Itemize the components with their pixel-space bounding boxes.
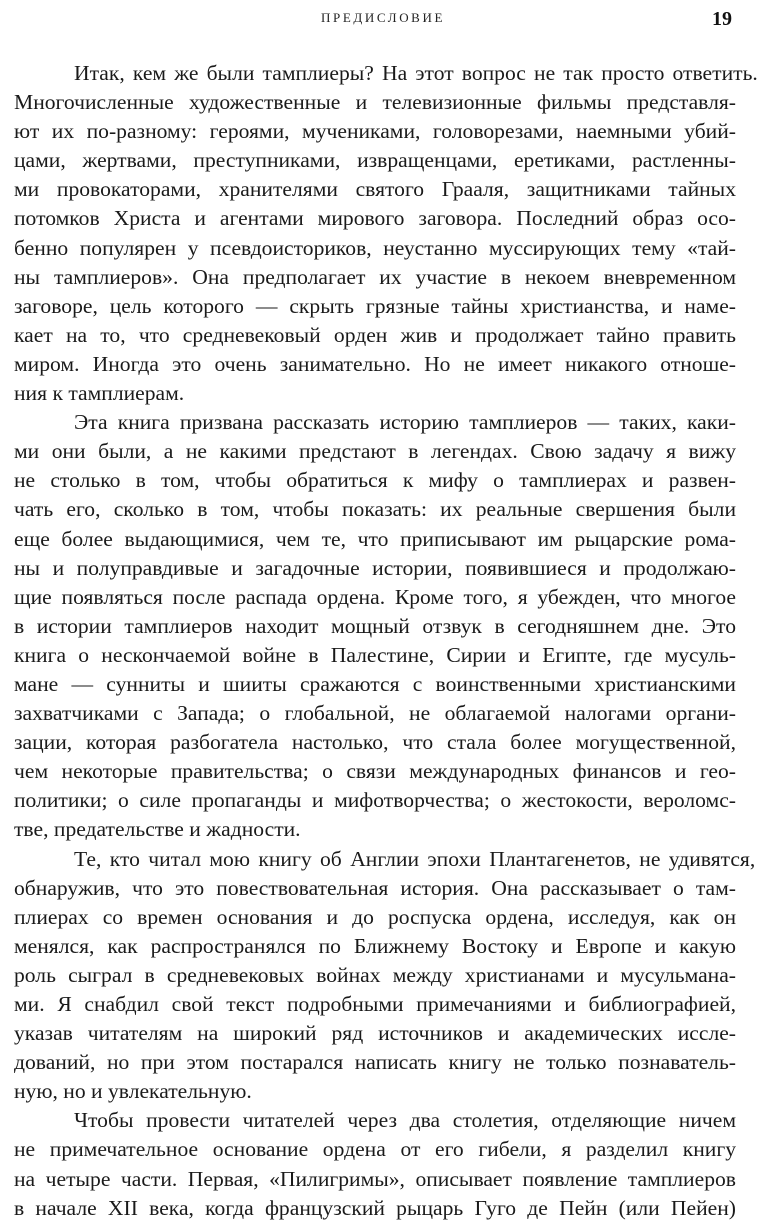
paragraph-1	[14, 59, 758, 408]
text-line: Чтобы провести читателей через два столетия, отделяющие ничем	[74, 1108, 736, 1133]
text-line: на четыре части. Первая, «Пилигримы», описывает появление тамплиеров	[14, 1166, 736, 1191]
text-line: миром. Иногда это очень занимательно. Но не имеет никакого отноше-	[14, 351, 736, 376]
text-line: плиерах со времен основания и до роспуска ордена, исследуя, как он	[14, 904, 736, 929]
text-line: захватчиками с Запада; о глобальной, не облагаемой налогами органи-	[14, 701, 736, 726]
text-line: менялся, как распространялся по Ближнему Востоку и Европе и какую	[14, 933, 736, 958]
body-text	[14, 59, 758, 1223]
text-line: ны тамплиеров». Она предполагает их участие в некоем вневременном	[14, 264, 736, 289]
text-line: роль сыграл в средневековых войнах между христианами и мусульмана-	[14, 962, 736, 987]
text-line: в начале XII века, когда французский рыцарь Гуго де Пейн (или Пейен)	[14, 1195, 736, 1220]
text-line: не примечательное основание ордена от его гибели, я разделил книгу	[14, 1137, 736, 1162]
running-title: ПРЕДИСЛОВИЕ	[321, 10, 445, 25]
text-line: ми они были, а не какими предстают в легендах. Свою задачу я вижу	[14, 439, 736, 464]
text-line: ны и полуправдивые и загадочные истории, появившиеся и продолжаю-	[14, 555, 736, 580]
paragraph-3	[14, 845, 756, 1107]
paragraph-2	[14, 408, 736, 844]
text-line: Итак, кем же были тамплиеры? На этот вопрос не так просто ответить.	[74, 61, 758, 85]
text-line: тве, предательстве и жадности.	[14, 817, 301, 842]
text-line: Те, кто читал мою книгу об Англии эпохи Плантагенетов, не удивятся,	[74, 846, 756, 871]
text-line: ют их по-разному: героями, мучениками, головорезами, наемными убий-	[14, 119, 736, 144]
page-header	[0, 6, 766, 34]
text-line: ми. Я снабдил свой текст подробными примечаниями и библиографией,	[14, 992, 736, 1016]
text-line: щие появляться после распада ордена. Кроме того, я убежден, что многое	[14, 584, 736, 609]
text-line: политики; о силе пропаганды и мифотворчества; о жестокости, вероломс-	[14, 788, 736, 813]
text-line: мане — сунниты и шииты сражаются с воинственными христианскими	[14, 671, 736, 696]
text-line: Многочисленные художественные и телевизионные фильмы представля-	[14, 90, 736, 115]
text-line: еще более выдающимися, чем те, что приписывают им рыцарские рома-	[14, 526, 736, 551]
text-line: чем некоторые правительства; о связи международных финансов и гео-	[14, 759, 736, 784]
page-number: 19	[712, 8, 732, 30]
text-line: бенно популярен у псевдоисториков, неустанно муссирующих тему «тай-	[14, 235, 736, 260]
text-line: ную, но и увлекательную.	[14, 1079, 252, 1104]
text-line: потомков Христа и агентами мирового заговора. Последний образ осо-	[14, 206, 736, 231]
text-line: указав читателям на широкий ряд источников и академических иссле-	[14, 1021, 736, 1046]
text-line: кает на то, что средневековый орден жив и продолжает тайно править	[14, 322, 736, 347]
text-line: Эта книга призвана рассказать историю тамплиеров — таких, каки-	[74, 410, 736, 435]
text-line: в истории тамплиеров находит мощный отзвук в сегодняшнем дне. Это	[14, 613, 736, 638]
paragraph-4	[14, 1106, 736, 1222]
text-line: цами, жертвами, преступниками, извращенцами, еретиками, растленны-	[14, 148, 736, 173]
text-line: дований, но при этом постарался написать книгу не только познаватель-	[14, 1050, 736, 1075]
text-line: книга о нескончаемой войне в Палестине, Сирии и Египте, где мусуль-	[14, 642, 736, 667]
text-line: не столько в том, чтобы обратиться к мифу о тамплиерах и развен-	[14, 468, 736, 493]
text-line: зации, которая разбогатела настолько, что стала более могущественной,	[14, 730, 736, 755]
text-line: ми провокаторами, хранителями святого Грааля, защитниками тайных	[14, 177, 736, 202]
text-line: чать его, сколько в том, чтобы показать: их реальные свершения были	[14, 497, 736, 522]
text-line: обнаружив, что это повествовательная история. Она рассказывает о там-	[14, 875, 736, 900]
text-line: ния к тамплиерам.	[14, 381, 185, 406]
text-line: заговоре, цель которого — скрыть грязные тайны христианства, и наме-	[14, 293, 736, 318]
